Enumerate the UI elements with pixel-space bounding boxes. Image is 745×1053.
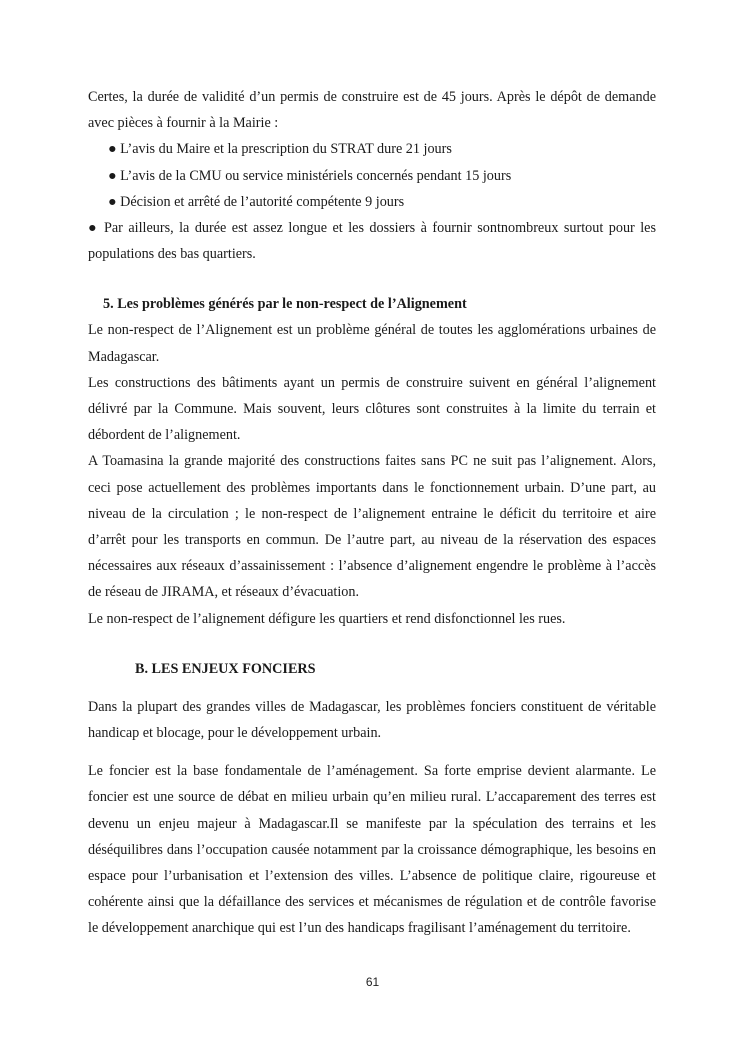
section-5-paragraph: Les constructions des bâtiments ayant un permis de construire suivent en général l’alignement délivré par la Commune. Mais souvent, leurs clôtures sont construites à la limite du terrain et débordent de l’alignement. <box>88 374 656 444</box>
section-b-paragraph: Le foncier est la base fondamentale de l’aménagement. Sa forte emprise devient alarmante. Le foncier est une source de débat en milieu urbain qu’en milieu rural. L’accaparement des terres est devenu un enjeu majeur à Madagascar.Il se manifeste par la spéculation des terrains et les déséquilibres dans l’occupation causée notamment par la croissance démographique, les besoins en espace pour l’urbanisation et l’extension des villes. L’absence de politique claire, rigoureuse et cohérente ainsi que la défaillance des services et mécanismes de régulation et de contrôle favorise le développement anarchique qui est l’un des handicaps fragilisant l’aménagement du territoire. <box>88 763 656 937</box>
section-b-paragraph: Dans la plupart des grandes villes de Madagascar, les problèmes fonciers constituent de véritable handicap et blocage, pour le développement urbain. <box>88 698 656 742</box>
spacer <box>88 632 656 656</box>
page-number: 61 <box>365 975 380 989</box>
section-5-paragraph: Le non-respect de l’Alignement est un problème général de toutes les agglomérations urbaines de Madagascar. <box>88 322 656 365</box>
intro-paragraph: Certes, la durée de validité d’un permis de construire est de 45 jours. Après le dépôt de demande avec pièces à fournir à la Mairie : <box>88 89 656 132</box>
spacer <box>88 682 656 694</box>
section-5-paragraph: A Toamasina la grande majorité des constructions faites sans PC ne suit pas l’alignement. Alors, ceci pose actuellement des problèmes importants dans le fonctionnement urbain. D’une part, au niveau de la circulation ; le non-respect de l’alignement entraine le déficit du territoire et aire d’arrêt pour les transports en commun. De l’autre part, au niveau de la réservation des espaces nécessaires aux réseaux d’assainissement : l’absence d’alignement engendre le problème à l’accès de réseau de JIRAMA, et réseaux d’évacuation. <box>88 453 656 601</box>
spacer <box>88 746 656 758</box>
bullet-item: ● Décision et arrêté de l’autorité compétente 9 jours <box>108 193 405 210</box>
bullet-item: ● L’avis de la CMU ou service ministériels concernés pendant 15 jours <box>108 167 512 184</box>
bullet-item: ● L’avis du Maire et la prescription du STRAT dure 21 jours <box>108 141 452 158</box>
section-5-heading: 5. Les problèmes générés par le non-respect de l’Alignement <box>103 296 467 313</box>
section-5-paragraph: Le non-respect de l’alignement défigure les quartiers et rend disfonctionnel les rues. <box>88 610 566 627</box>
spacer <box>88 267 656 291</box>
document-page <box>88 84 656 942</box>
intro-note: ● Par ailleurs, la durée est assez longue et les dossiers à fournir sontnombreux surtout pour les populations des bas quartiers. <box>88 220 656 263</box>
section-b-heading: B. LES ENJEUX FONCIERS <box>135 660 316 677</box>
